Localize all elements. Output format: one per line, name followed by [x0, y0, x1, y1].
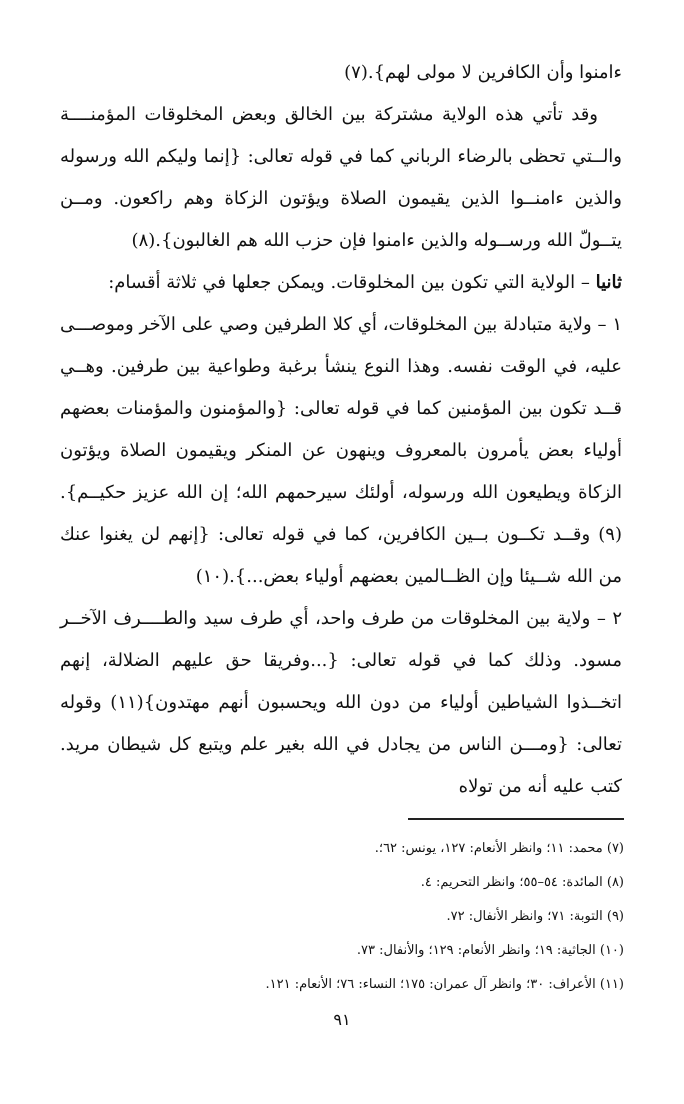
- page-number: ٩١: [333, 1010, 351, 1029]
- footnote-8: (٨) المائدة: ٥٤–٥٥؛ وانظر التحريم: ٤.: [420, 875, 624, 890]
- paragraph-2: وقد تأتي هذه الولاية مشتركة بين الخالق وبعض المخلوقات المؤمنــــة والــتي تحظى بالرضاء الرباني كما في قوله تعالى: {إنما وليكم الله ورسوله والذين ءامنــوا الذين يقيمون الصلاة ويؤتون الزكاة وهم راكعون. ومــن يتــولّ الله ورســوله والذين ءامنوا فإن حزب الله هم الغالبون}.(٨): [60, 104, 622, 251]
- footnote-11: (١١) الأعراف: ٣٠؛ وانظر آل عمران: ١٧٥؛ النساء: ٧٦؛ الأنعام: ١٢١.: [265, 977, 624, 992]
- footnote-7: (٧) محمد: ١١؛ وانظر الأنعام: ١٢٧، يونس: ٦٢؛.: [374, 841, 624, 856]
- section-heading: ثانيا: [595, 272, 622, 293]
- footnotes: [120, 832, 624, 1002]
- footnote-separator: [408, 818, 624, 820]
- paragraph-4: ١ – ولاية متبادلة بين المخلوقات، أي كلا الطرفين وصي على الآخر وموصـــى عليه، في الوقت نفسه. وهذا النوع ينشأ برغبة وطواعية بين طرفين. وهــي قــد تكون بين المؤمنين كما في قوله تعالى: {والمؤمنون والمؤمنات بعضهم أولياء بعض يأمرون بالمعروف وينهون عن المنكر ويقيمون الصلاة ويؤتون الزكاة ويطيعون الله ورسوله، أولئك سيرحمهم الله؛ إن الله عزيز حكيــم}.(٩) وقــد تكــون بــين الكافرين، كما في قوله تعالى: {إنهم لن يغنوا عنك من الله شــيئا وإن الظــالمين بعضهم أولياء بعض...}.(١٠): [60, 314, 622, 587]
- footnote-10: (١٠) الجاثية: ١٩؛ وانظر الأنعام: ١٢٩؛ والأنفال: ٧٣.: [356, 943, 624, 958]
- paragraph-3: [60, 262, 622, 304]
- main-text: [60, 52, 622, 808]
- section-heading-rest: – الولاية التي تكون بين المخلوقات. ويمكن جعلها في ثلاثة أقسام:: [108, 272, 596, 293]
- paragraph-5: ٢ – ولاية بين المخلوقات من طرف واحد، أي طرف سيد والطــــرف الآخــر مسود. وذلك كما في قوله تعالى: {...وفريقا حق عليهم الضلالة، إنهم اتخــذوا الشياطين أولياء من دون الله ويحسبون أنهم مهتدون}(١١) وقوله تعالى: {ومـــن الناس من يجادل في الله بغير علم ويتبع كل شيطان مريد. كتب عليه أنه من تولاه: [60, 608, 622, 797]
- footnote-9: (٩) التوبة: ٧١؛ وانظر الأنفال: ٧٢.: [446, 909, 624, 924]
- paragraph-1: ءامنوا وأن الكافرين لا مولى لهم}.(٧): [344, 62, 622, 83]
